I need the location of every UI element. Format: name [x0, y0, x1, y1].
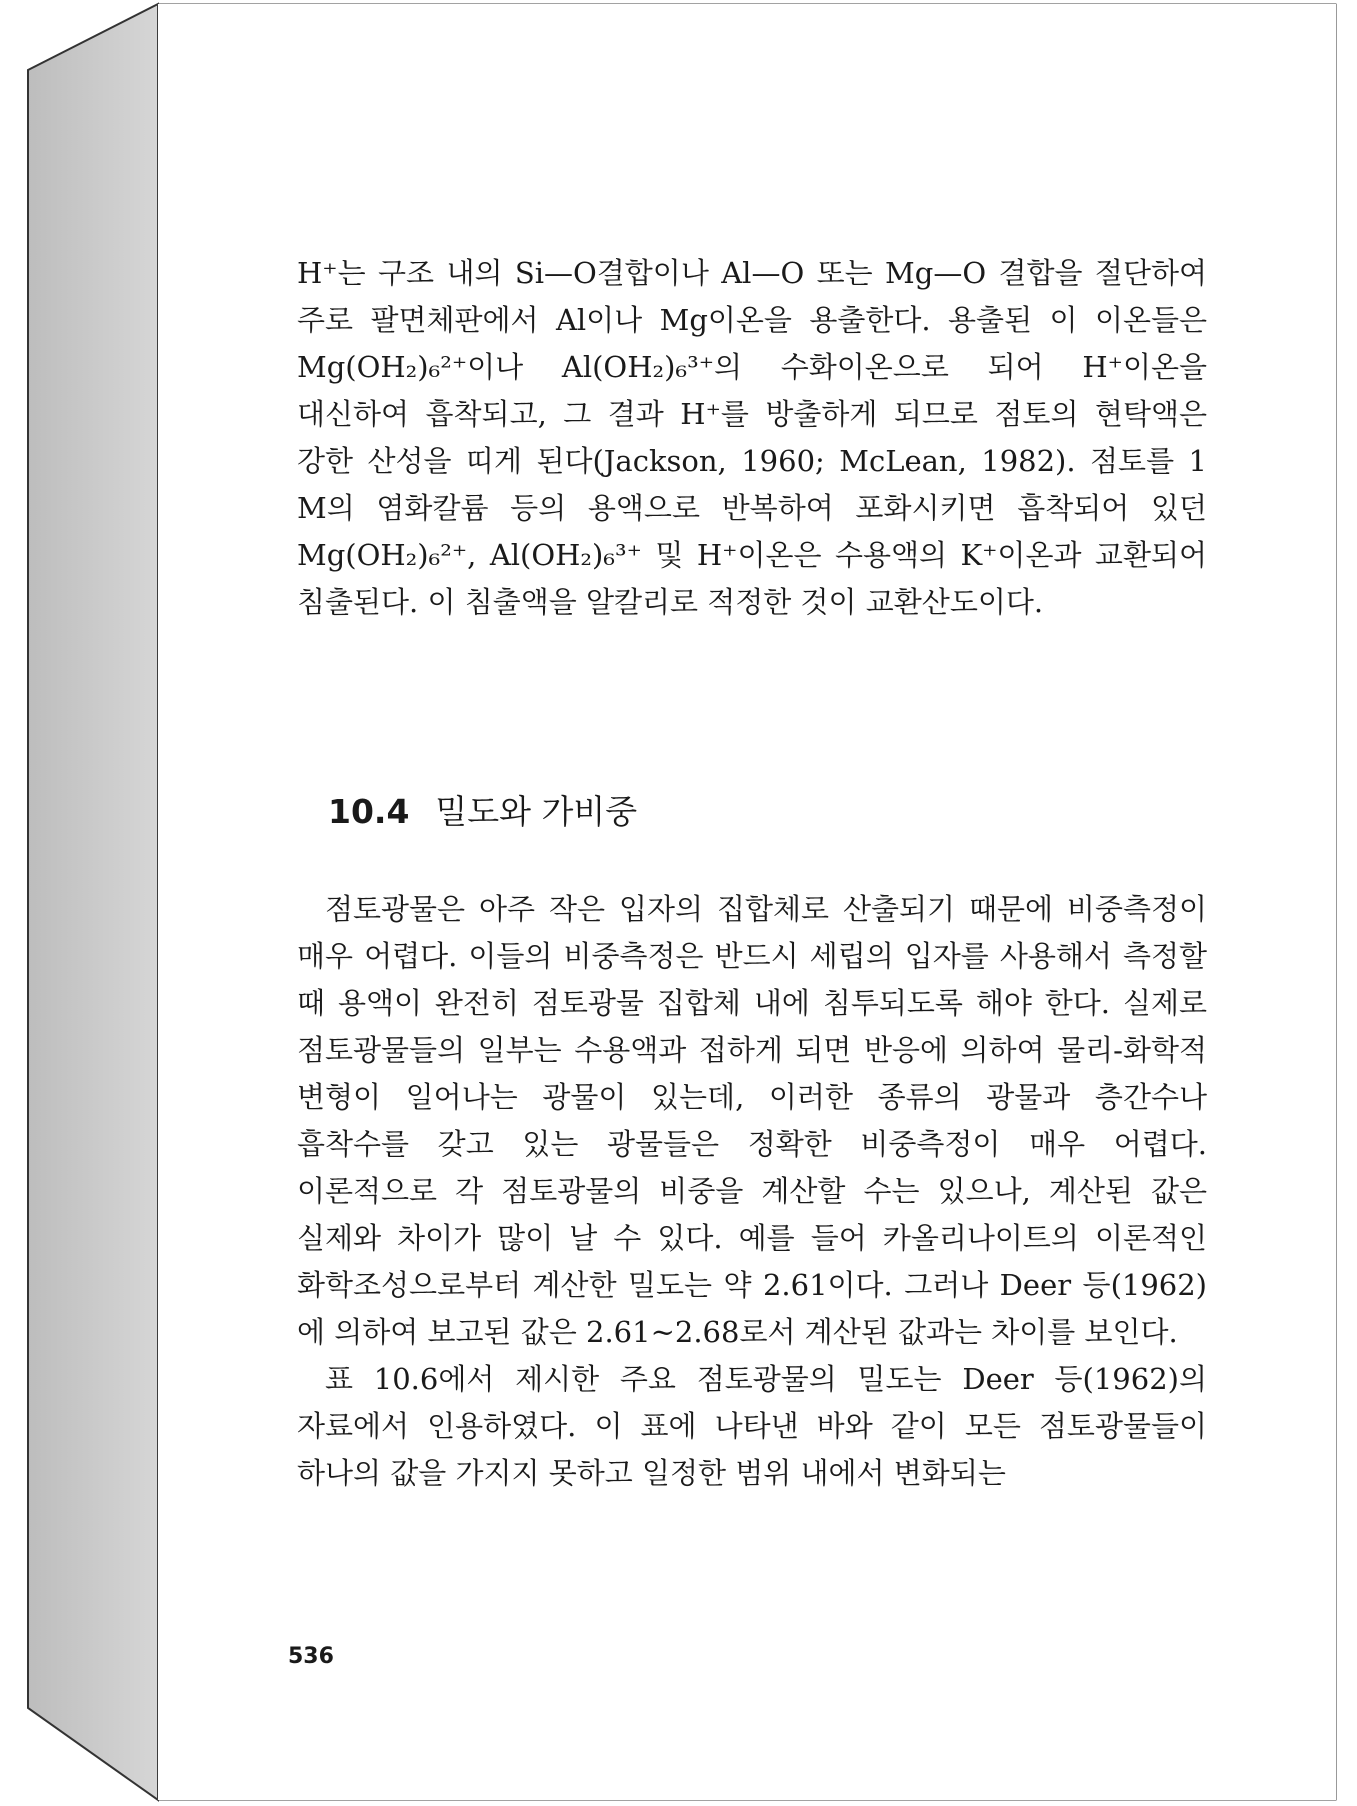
book-page [158, 4, 1336, 1800]
book-spine [28, 4, 158, 1800]
section-body [297, 886, 1207, 1497]
paragraph-2-text: 점토광물은 아주 작은 입자의 집합체로 산출되기 때문에 비중측정이 매우 어렵다. 이들의 비중측정은 반드시 세립의 입자를 사용해서 측정할 때 용액이 완전히 점토광물 집합체 내에 침투되도록 해야 한다. 실제로 점토광물들의 일부는 수용액과 접하게 되면 반응에 의하여 물리-화학적 변형이 일어나는 광물이 있는데, 이러한 종류의 광물과 층간수나 흡착수를 갖고 있는 광물들은 정확한 비중측정이 매우 어렵다. 이론적으로 각 점토광물의 비중을 계산할 수는 있으나, 계산된 값은 실제와 차이가 많이 날 수 있다. 예를 들어 카올리나이트의 이론적인 화학조성으로부터 계산한 밀도는 약 2.61이다. 그러나 Deer 등(1962)에 의하여 보고된 값은 2.61~2.68로서 계산된 값과는 차이를 보인다. [297, 892, 1207, 1349]
section-title: 밀도와 가비중 [435, 792, 638, 831]
section-number: 10.4 [328, 792, 410, 831]
section-heading [328, 786, 637, 833]
paragraph-1-text: H⁺는 구조 내의 Si—O결합이나 Al—O 또는 Mg—O 결합을 절단하여 주로 팔면체판에서 Al이나 Mg이온을 용출한다. 용출된 이 이온들은 Mg(OH₂)₆²⁺이나 Al(OH₂)₆³⁺의 수화이온으로 되어 H⁺이온을 대신하여 흡착되고, 그 결과 H⁺를 방출하게 되므로 점토의 현탁액은 강한 산성을 띠게 된다(Jackson, 1960; McLean, 1982). 점토를 1 M의 염화칼륨 등의 용액으로 반복하여 포화시키면 흡착되어 있던 Mg(OH₂)₆²⁺, Al(OH₂)₆³⁺ 및 H⁺이온은 수용액의 K⁺이온과 교환되어 침출된다. 이 침출액을 알칼리로 적정한 것이 교환산도이다. [297, 256, 1207, 619]
page-number: 536 [288, 1644, 334, 1669]
paragraph-acidity [297, 250, 1207, 626]
paragraph-3-text: 표 10.6에서 제시한 주요 점토광물의 밀도는 Deer 등(1962)의 자료에서 인용하였다. 이 표에 나타낸 바와 같이 모든 점토광물들이 하나의 값을 가지지 못하고 일정한 범위 내에서 변화되는 [297, 1362, 1207, 1490]
